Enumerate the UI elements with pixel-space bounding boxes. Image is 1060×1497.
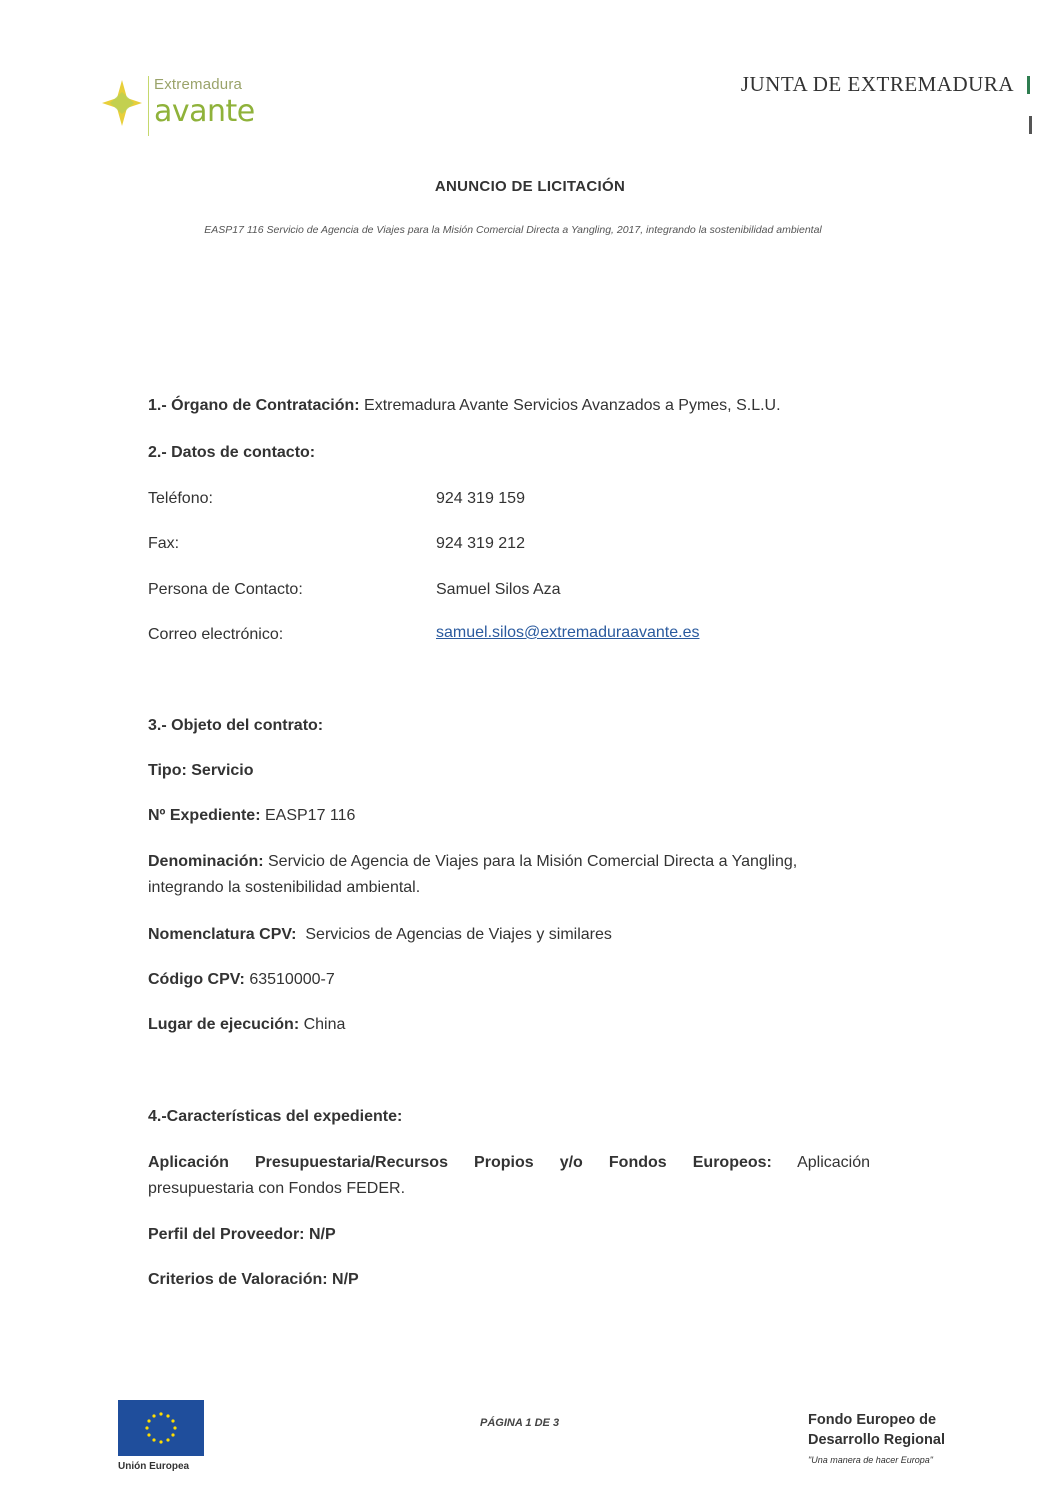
denominacion-value: Servicio de Agencia de Viajes para la Misión Comercial Directa a Yangling, xyxy=(263,853,798,870)
section1-organo xyxy=(148,397,781,415)
expediente-value: EASP17 116 xyxy=(260,807,356,824)
persona-value: Samuel Silos Aza xyxy=(436,581,561,598)
section1-label: 1.- Órgano de Contratación: xyxy=(148,397,360,414)
aplicacion-line1 xyxy=(148,1150,870,1176)
star-logo-icon xyxy=(100,78,144,128)
section2-heading: 2.- Datos de contacto: xyxy=(148,444,316,461)
aplicacion-line2: presupuestaria con Fondos FEDER. xyxy=(148,1180,406,1197)
email-link[interactable]: samuel.silos@extremaduraavante.es xyxy=(436,624,700,641)
logo-divider xyxy=(148,76,149,136)
expediente-label: Nº Expediente: xyxy=(148,807,261,824)
logo-line1: Extremadura xyxy=(154,76,243,93)
cpv-nom-label: Nomenclatura CPV: xyxy=(148,926,297,943)
section1-value: Extremadura Avante Servicios Avanzados a Pymes, S.L.U. xyxy=(359,397,781,414)
page-subtitle: EASP17 116 Servicio de Agencia de Viajes para la Misión Comercial Directa a Yangling, 2017, integrando la sostenibilidad ambiental xyxy=(204,224,822,236)
correo-label: Correo electrónico: xyxy=(148,626,284,643)
fax-label: Fax: xyxy=(148,535,180,552)
page-title: ANUNCIO DE LICITACIÓN xyxy=(434,178,626,195)
cpv-code-value: 63510000-7 xyxy=(244,971,335,988)
junta-extremadura: JUNTA DE EXTREMADURA xyxy=(740,72,1014,96)
fondo-motto: "Una manera de hacer Europa" xyxy=(808,1455,933,1465)
logo-line2: avante xyxy=(154,94,255,129)
expediente-line xyxy=(148,807,355,825)
eu-label: Unión Europea xyxy=(118,1461,190,1472)
section4-heading: 4.-Características del expediente: xyxy=(148,1108,403,1125)
cpv-code-line xyxy=(148,971,335,989)
fax-value: 924 319 212 xyxy=(436,535,525,552)
cpv-nom-value: Servicios de Agencias de Viajes y similares xyxy=(296,926,612,943)
eu-flag-icon xyxy=(118,1400,204,1456)
denominacion-line2: integrando la sostenibilidad ambiental. xyxy=(148,879,421,896)
aplicacion-value: Aplicación xyxy=(771,1154,871,1171)
denominacion-label: Denominación: xyxy=(148,853,264,870)
denominacion-line1 xyxy=(148,853,797,871)
telefono-label: Teléfono: xyxy=(148,490,213,507)
tipo-line: Tipo: Servicio xyxy=(148,762,254,779)
lugar-label: Lugar de ejecución: xyxy=(148,1016,300,1033)
perfil-line: Perfil del Proveedor: N/P xyxy=(148,1226,336,1243)
junta-accent-bar xyxy=(1027,76,1030,94)
telefono-value: 924 319 159 xyxy=(436,490,525,507)
section3-heading: 3.- Objeto del contrato: xyxy=(148,717,324,734)
lugar-line xyxy=(148,1016,345,1034)
fondo-line2: Desarrollo Regional xyxy=(808,1432,945,1448)
aplicacion-paragraph xyxy=(148,1150,870,1202)
criterios-line: Criterios de Valoración: N/P xyxy=(148,1271,359,1288)
cpv-nomenclatura-line xyxy=(148,926,612,944)
lugar-value: China xyxy=(299,1016,346,1033)
persona-label: Persona de Contacto: xyxy=(148,581,303,598)
cpv-code-label: Código CPV: xyxy=(148,971,245,988)
fondo-line1: Fondo Europeo de xyxy=(808,1412,937,1428)
junta-accent-bar-2 xyxy=(1029,116,1032,134)
eu-stars-icon xyxy=(118,1400,204,1456)
aplicacion-label: Aplicación Presupuestaria/Recursos Propios y/o Fondos Europeos: xyxy=(148,1154,772,1171)
page-number: PÁGINA 1 DE 3 xyxy=(480,1417,560,1429)
extremadura-avante-logo xyxy=(100,70,260,140)
